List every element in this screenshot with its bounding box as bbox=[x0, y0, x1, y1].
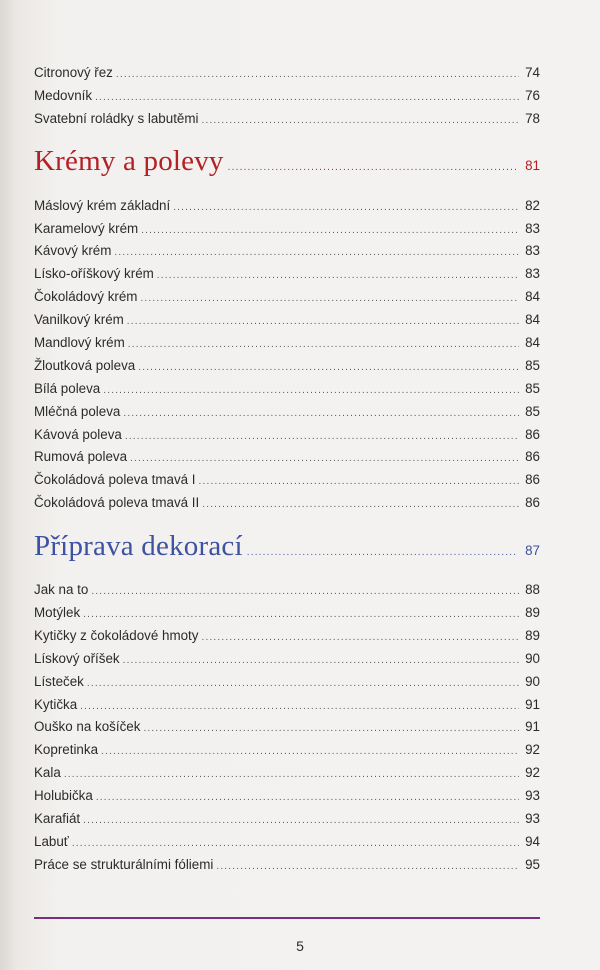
entry-title: Kytičky z čokoládové hmoty bbox=[34, 627, 199, 643]
entry-title: Ouško na košíček bbox=[34, 719, 141, 735]
entry-title: Rumová poleva bbox=[34, 449, 128, 465]
dot-leader bbox=[96, 787, 519, 810]
kremy-entries bbox=[34, 195, 540, 515]
entry-title: Lísko-oříškový krém bbox=[34, 266, 154, 282]
entry-title: Motýlek bbox=[34, 605, 81, 621]
toc-entry bbox=[34, 579, 540, 602]
entry-title: Čokoládová poleva tmavá II bbox=[34, 495, 200, 511]
entry-page: 84 bbox=[525, 312, 540, 328]
toc-entry bbox=[34, 108, 540, 131]
dot-leader bbox=[201, 627, 519, 650]
dot-leader bbox=[143, 718, 519, 741]
entry-page: 86 bbox=[525, 426, 540, 442]
toc-entry bbox=[34, 808, 540, 831]
entry-page: 83 bbox=[525, 243, 540, 259]
entry-title: Lísteček bbox=[34, 673, 84, 689]
section-page: 87 bbox=[525, 543, 540, 559]
toc-entry bbox=[34, 739, 540, 762]
toc-entry bbox=[34, 355, 540, 378]
toc-entry bbox=[34, 378, 540, 401]
entry-title: Čokoládový krém bbox=[34, 289, 138, 305]
entry-page: 74 bbox=[525, 65, 540, 80]
toc-entry bbox=[34, 602, 540, 625]
entry-page: 86 bbox=[525, 472, 540, 488]
dot-leader bbox=[72, 833, 519, 856]
entry-title: Holubička bbox=[34, 788, 93, 804]
dot-leader bbox=[173, 197, 519, 220]
toc-entry bbox=[34, 492, 540, 515]
entry-page: 86 bbox=[525, 495, 540, 511]
entry-page: 91 bbox=[525, 696, 540, 712]
dot-leader bbox=[202, 494, 519, 517]
entry-page: 92 bbox=[525, 765, 540, 781]
toc-entry bbox=[34, 332, 540, 355]
entry-page: 82 bbox=[525, 197, 540, 213]
toc-entry bbox=[34, 240, 540, 263]
section-heading-kremy bbox=[34, 145, 540, 178]
entry-title: Kytička bbox=[34, 696, 78, 712]
dot-leader bbox=[80, 696, 519, 719]
dot-leader bbox=[141, 220, 519, 243]
entry-title: Karamelový krém bbox=[34, 220, 139, 236]
entry-page: 85 bbox=[525, 357, 540, 373]
entry-page: 93 bbox=[525, 788, 540, 804]
section-heading-dekorace bbox=[34, 530, 540, 563]
dot-leader bbox=[83, 604, 519, 627]
dot-leader bbox=[130, 448, 519, 471]
toc-entry bbox=[34, 854, 540, 877]
dot-leader bbox=[125, 426, 519, 449]
dot-leader bbox=[140, 288, 519, 311]
dot-leader bbox=[199, 471, 520, 494]
entry-page: 94 bbox=[525, 833, 540, 849]
dot-leader bbox=[114, 242, 519, 265]
dot-leader bbox=[101, 741, 519, 764]
entry-page: 83 bbox=[525, 266, 540, 282]
entry-page: 92 bbox=[525, 742, 540, 758]
toc-entry bbox=[34, 671, 540, 694]
entry-title: Čokoládová poleva tmavá I bbox=[34, 472, 196, 488]
entry-page: 86 bbox=[525, 449, 540, 465]
toc-entry bbox=[34, 401, 540, 424]
toc-entry bbox=[34, 218, 540, 241]
toc-entry bbox=[34, 762, 540, 785]
entry-title: Labuť bbox=[34, 833, 69, 849]
entry-title: Jak na to bbox=[34, 582, 89, 598]
dot-leader bbox=[247, 547, 517, 558]
entry-title: Mléčná poleva bbox=[34, 403, 121, 419]
toc-entry bbox=[34, 263, 540, 286]
dot-leader bbox=[128, 334, 519, 357]
footer-rule bbox=[34, 917, 540, 919]
dot-leader bbox=[216, 856, 519, 879]
entry-title: Kala bbox=[34, 765, 61, 781]
entry-title: Bílá poleva bbox=[34, 380, 101, 396]
entry-title: Mandlový krém bbox=[34, 335, 125, 351]
section-title: Krémy a polevy bbox=[34, 144, 224, 177]
entry-page: 93 bbox=[525, 811, 540, 827]
entry-page: 83 bbox=[525, 220, 540, 236]
dot-leader bbox=[64, 764, 519, 787]
entry-page: 89 bbox=[525, 627, 540, 643]
entry-page: 85 bbox=[525, 380, 540, 396]
dot-leader bbox=[95, 87, 519, 110]
entry-title: Karafiát bbox=[34, 811, 81, 827]
entry-page: 88 bbox=[525, 582, 540, 598]
toc-entry bbox=[34, 424, 540, 447]
entry-page: 76 bbox=[525, 87, 540, 103]
toc-entry bbox=[34, 195, 540, 218]
table-of-contents bbox=[34, 62, 540, 877]
toc-entry bbox=[34, 648, 540, 671]
dot-leader bbox=[202, 110, 520, 133]
entry-title: Medovník bbox=[34, 87, 93, 103]
toc-entry bbox=[34, 831, 540, 854]
entry-page: 91 bbox=[525, 719, 540, 735]
toc-entry bbox=[34, 446, 540, 469]
dot-leader bbox=[157, 265, 519, 288]
dot-leader bbox=[123, 403, 519, 426]
section-page: 81 bbox=[525, 157, 540, 173]
toc-entry bbox=[34, 694, 540, 717]
intro-entries bbox=[34, 62, 540, 131]
entry-page: 78 bbox=[525, 110, 540, 126]
entry-page: 84 bbox=[525, 335, 540, 351]
toc-entry bbox=[34, 716, 540, 739]
entry-page: 89 bbox=[525, 605, 540, 621]
page-number: 5 bbox=[296, 938, 304, 954]
dot-leader bbox=[116, 64, 519, 87]
entry-title: Kávový krém bbox=[34, 243, 112, 259]
toc-entry bbox=[34, 62, 540, 85]
dot-leader bbox=[138, 357, 519, 380]
dot-leader bbox=[83, 810, 519, 833]
entry-title: Kávová poleva bbox=[34, 426, 122, 442]
section-title: Příprava dekorací bbox=[34, 530, 243, 563]
dot-leader bbox=[87, 673, 519, 696]
entry-title: Práce se strukturálními fóliemi bbox=[34, 856, 214, 872]
dot-leader bbox=[123, 650, 520, 673]
toc-entry bbox=[34, 625, 540, 648]
toc-entry bbox=[34, 309, 540, 332]
entry-title: Kopretinka bbox=[34, 742, 99, 758]
toc-entry bbox=[34, 785, 540, 808]
dekorace-entries bbox=[34, 579, 540, 877]
entry-page: 95 bbox=[525, 856, 540, 872]
dot-leader bbox=[91, 581, 519, 604]
entry-title: Máslový krém základní bbox=[34, 197, 171, 213]
entry-title: Vanilkový krém bbox=[34, 312, 124, 328]
toc-entry bbox=[34, 85, 540, 108]
dot-leader bbox=[228, 162, 517, 173]
entry-title: Žloutková poleva bbox=[34, 357, 136, 373]
dot-leader bbox=[127, 311, 519, 334]
entry-title: Svatební roládky s labutěmi bbox=[34, 110, 199, 126]
toc-entry bbox=[34, 469, 540, 492]
dot-leader bbox=[103, 380, 519, 403]
entry-page: 85 bbox=[525, 403, 540, 419]
entry-title: Lískový oříšek bbox=[34, 650, 120, 666]
entry-page: 90 bbox=[525, 650, 540, 666]
entry-title: Citronový řez bbox=[34, 65, 113, 80]
toc-entry bbox=[34, 286, 540, 309]
entry-page: 84 bbox=[525, 289, 540, 305]
entry-page: 90 bbox=[525, 673, 540, 689]
